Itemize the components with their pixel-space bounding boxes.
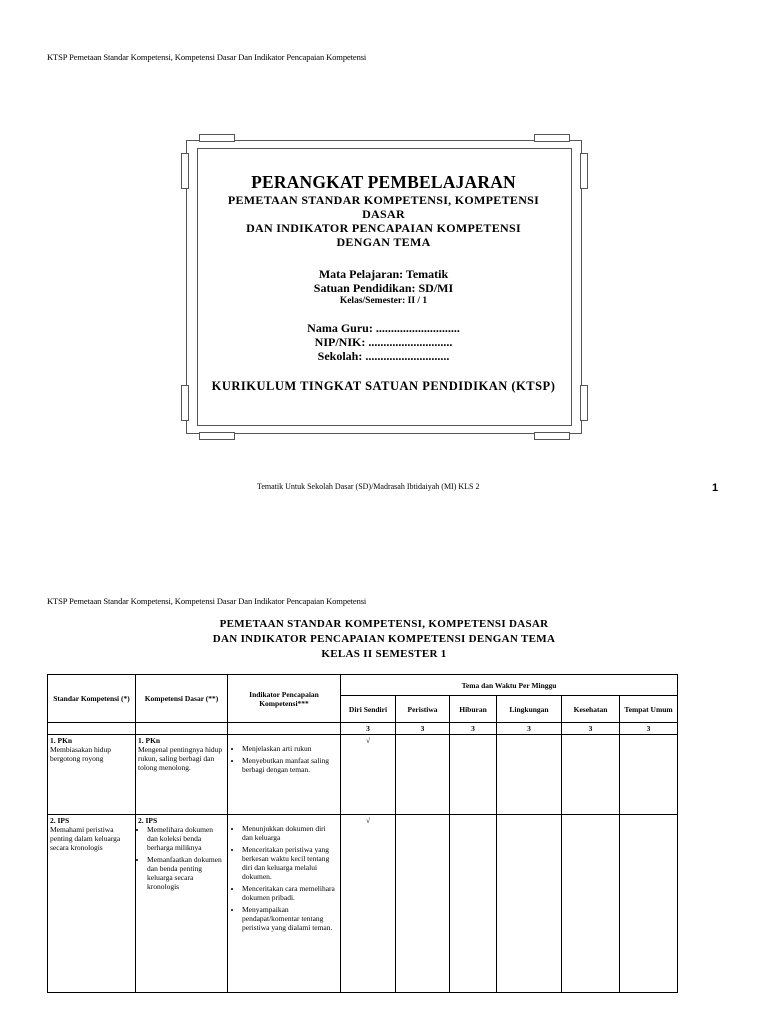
indikator-item: • Menunjukkan dokumen diri dan keluarga: [242, 824, 338, 842]
empty-cell: [620, 815, 678, 993]
frame-corner-tab: [199, 432, 235, 440]
cover-guru: Nama Guru: ............................: [307, 321, 460, 335]
empty-cell: [497, 735, 562, 815]
kd-item: • Memanfaatkan dokumen dan benda penting keluarga secara kronologis: [147, 855, 225, 891]
empty-cell: [450, 815, 497, 993]
theme-lingkungan: Lingkungan: [497, 696, 562, 723]
frame-corner-tab: [181, 153, 189, 189]
sk-cell: [48, 735, 136, 815]
kd-cell: [136, 735, 228, 815]
kd-cell: [136, 815, 228, 993]
sk-head: 1. PKn: [50, 736, 73, 745]
page-number: 1: [712, 482, 719, 494]
col-kompetensi-dasar: Kompetensi Dasar (**): [136, 675, 228, 723]
kd-head: 1. PKn: [138, 736, 161, 745]
empty-cell: [396, 735, 450, 815]
indikator-item: • Menceritakan peristiwa yang berkesan waktu kecil tentang diri dan keluarga melalui dokumen.: [242, 845, 338, 881]
page-title: [0, 617, 768, 662]
indikator-item: • Menyampaikan pendapat/komentar tentang peristiwa yang dialami teman.: [242, 905, 338, 932]
cover-kelas: Kelas/Semester: II / 1: [339, 296, 428, 306]
empty-cell: [136, 723, 228, 735]
theme-kesehatan: Kesehatan: [562, 696, 620, 723]
sk-head: 2. IPS: [50, 816, 70, 825]
empty-cell: [450, 735, 497, 815]
cover-content: [197, 150, 570, 394]
kd-item: • Memelihara dokumen dan koleksi benda berharga miliknya: [147, 825, 225, 852]
cover-subtitle-line: DAN INDIKATOR PENCAPAIAN KOMPETENSI: [246, 221, 521, 235]
empty-cell: [48, 723, 136, 735]
week-count: 3: [497, 723, 562, 735]
frame-corner-tab: [580, 153, 588, 189]
empty-cell: [620, 735, 678, 815]
cover-subtitle-line: DENGAN TEMA: [336, 235, 431, 249]
cover-nip: NIP/NIK: ............................: [314, 335, 453, 349]
empty-cell: [497, 815, 562, 993]
empty-cell: [562, 815, 620, 993]
kd-body: Mengenal pentingnya hidup rukun, saling berbagi dan tolong menolong.: [138, 745, 223, 772]
page-header: KTSP Pemetaan Standar Kompetensi, Kompetensi Dasar Dan Indikator Pencapaian Kompetensi: [47, 596, 367, 606]
title-line: KELAS II SEMESTER 1: [321, 648, 447, 660]
title-line: PEMETAAN STANDAR KOMPETENSI, KOMPETENSI DASAR: [219, 618, 549, 630]
empty-cell: [396, 815, 450, 993]
check-mark: √: [341, 735, 396, 815]
cover-sekolah: Sekolah: ............................: [317, 349, 450, 363]
table-header-row: [48, 675, 678, 696]
indikator-cell: [228, 735, 341, 815]
check-mark: √: [341, 815, 396, 993]
table-row: [48, 815, 678, 993]
col-indikator: Indikator Pencapaian Kompetensi***: [228, 675, 341, 723]
theme-tempat-umum: Tempat Umum: [620, 696, 678, 723]
theme-diri-sendiri: Diri Sendiri: [341, 696, 396, 723]
indikator-item: • Menjelaskan arti rukun: [242, 744, 338, 753]
sk-body: Membiasakan hidup bergotong royong: [50, 745, 112, 763]
empty-cell: [228, 723, 341, 735]
sk-cell: [48, 815, 136, 993]
page-footer: Tematik Untuk Sekolah Dasar (SD)/Madrasah Ibtidaiyah (MI) KLS 2: [257, 482, 480, 491]
cover-kurikulum: KURIKULUM TINGKAT SATUAN PENDIDIKAN (KTSP): [211, 379, 556, 393]
empty-cell: [562, 735, 620, 815]
frame-corner-tab: [534, 432, 570, 440]
indikator-cell: [228, 815, 341, 993]
cover-satuan: Satuan Pendidikan: SD/MI: [313, 281, 454, 295]
week-count: 3: [396, 723, 450, 735]
frame-corner-tab: [534, 134, 570, 142]
table-row: [48, 735, 678, 815]
week-count: 3: [341, 723, 396, 735]
sk-body: Memahami peristiwa penting dalam keluarga secara kronologis: [50, 825, 121, 852]
competency-table: [47, 674, 678, 993]
frame-corner-tab: [181, 385, 189, 421]
week-count: 3: [562, 723, 620, 735]
theme-peristiwa: Peristiwa: [396, 696, 450, 723]
col-tema-header: Tema dan Waktu Per Minggu: [341, 675, 678, 696]
title-line: DAN INDIKATOR PENCAPAIAN KOMPETENSI DENGAN TEMA: [212, 633, 556, 645]
cover-title: PERANGKAT PEMBELAJARAN: [251, 172, 516, 192]
indikator-item: • Menyebutkan manfaat saling berbagi dengan teman.: [242, 756, 338, 774]
frame-corner-tab: [199, 134, 235, 142]
week-count: 3: [620, 723, 678, 735]
weeks-row: [48, 723, 678, 735]
cover-subtitle-line: DASAR: [362, 207, 405, 221]
week-count: 3: [450, 723, 497, 735]
theme-hiburan: Hiburan: [450, 696, 497, 723]
cover-mapel: Mata Pelajaran: Tematik: [318, 267, 449, 281]
col-standar: Standar Kompetensi (*): [48, 675, 136, 723]
frame-corner-tab: [580, 385, 588, 421]
kd-head: 2. IPS: [138, 816, 158, 825]
cover-subtitle-line: PEMETAAN STANDAR KOMPETENSI, KOMPETENSI: [227, 193, 540, 207]
page-header: KTSP Pemetaan Standar Kompetensi, Kompetensi Dasar Dan Indikator Pencapaian Kompetensi: [47, 52, 367, 62]
indikator-item: • Menceritakan cara memelihara dokumen pribadi.: [242, 884, 338, 902]
